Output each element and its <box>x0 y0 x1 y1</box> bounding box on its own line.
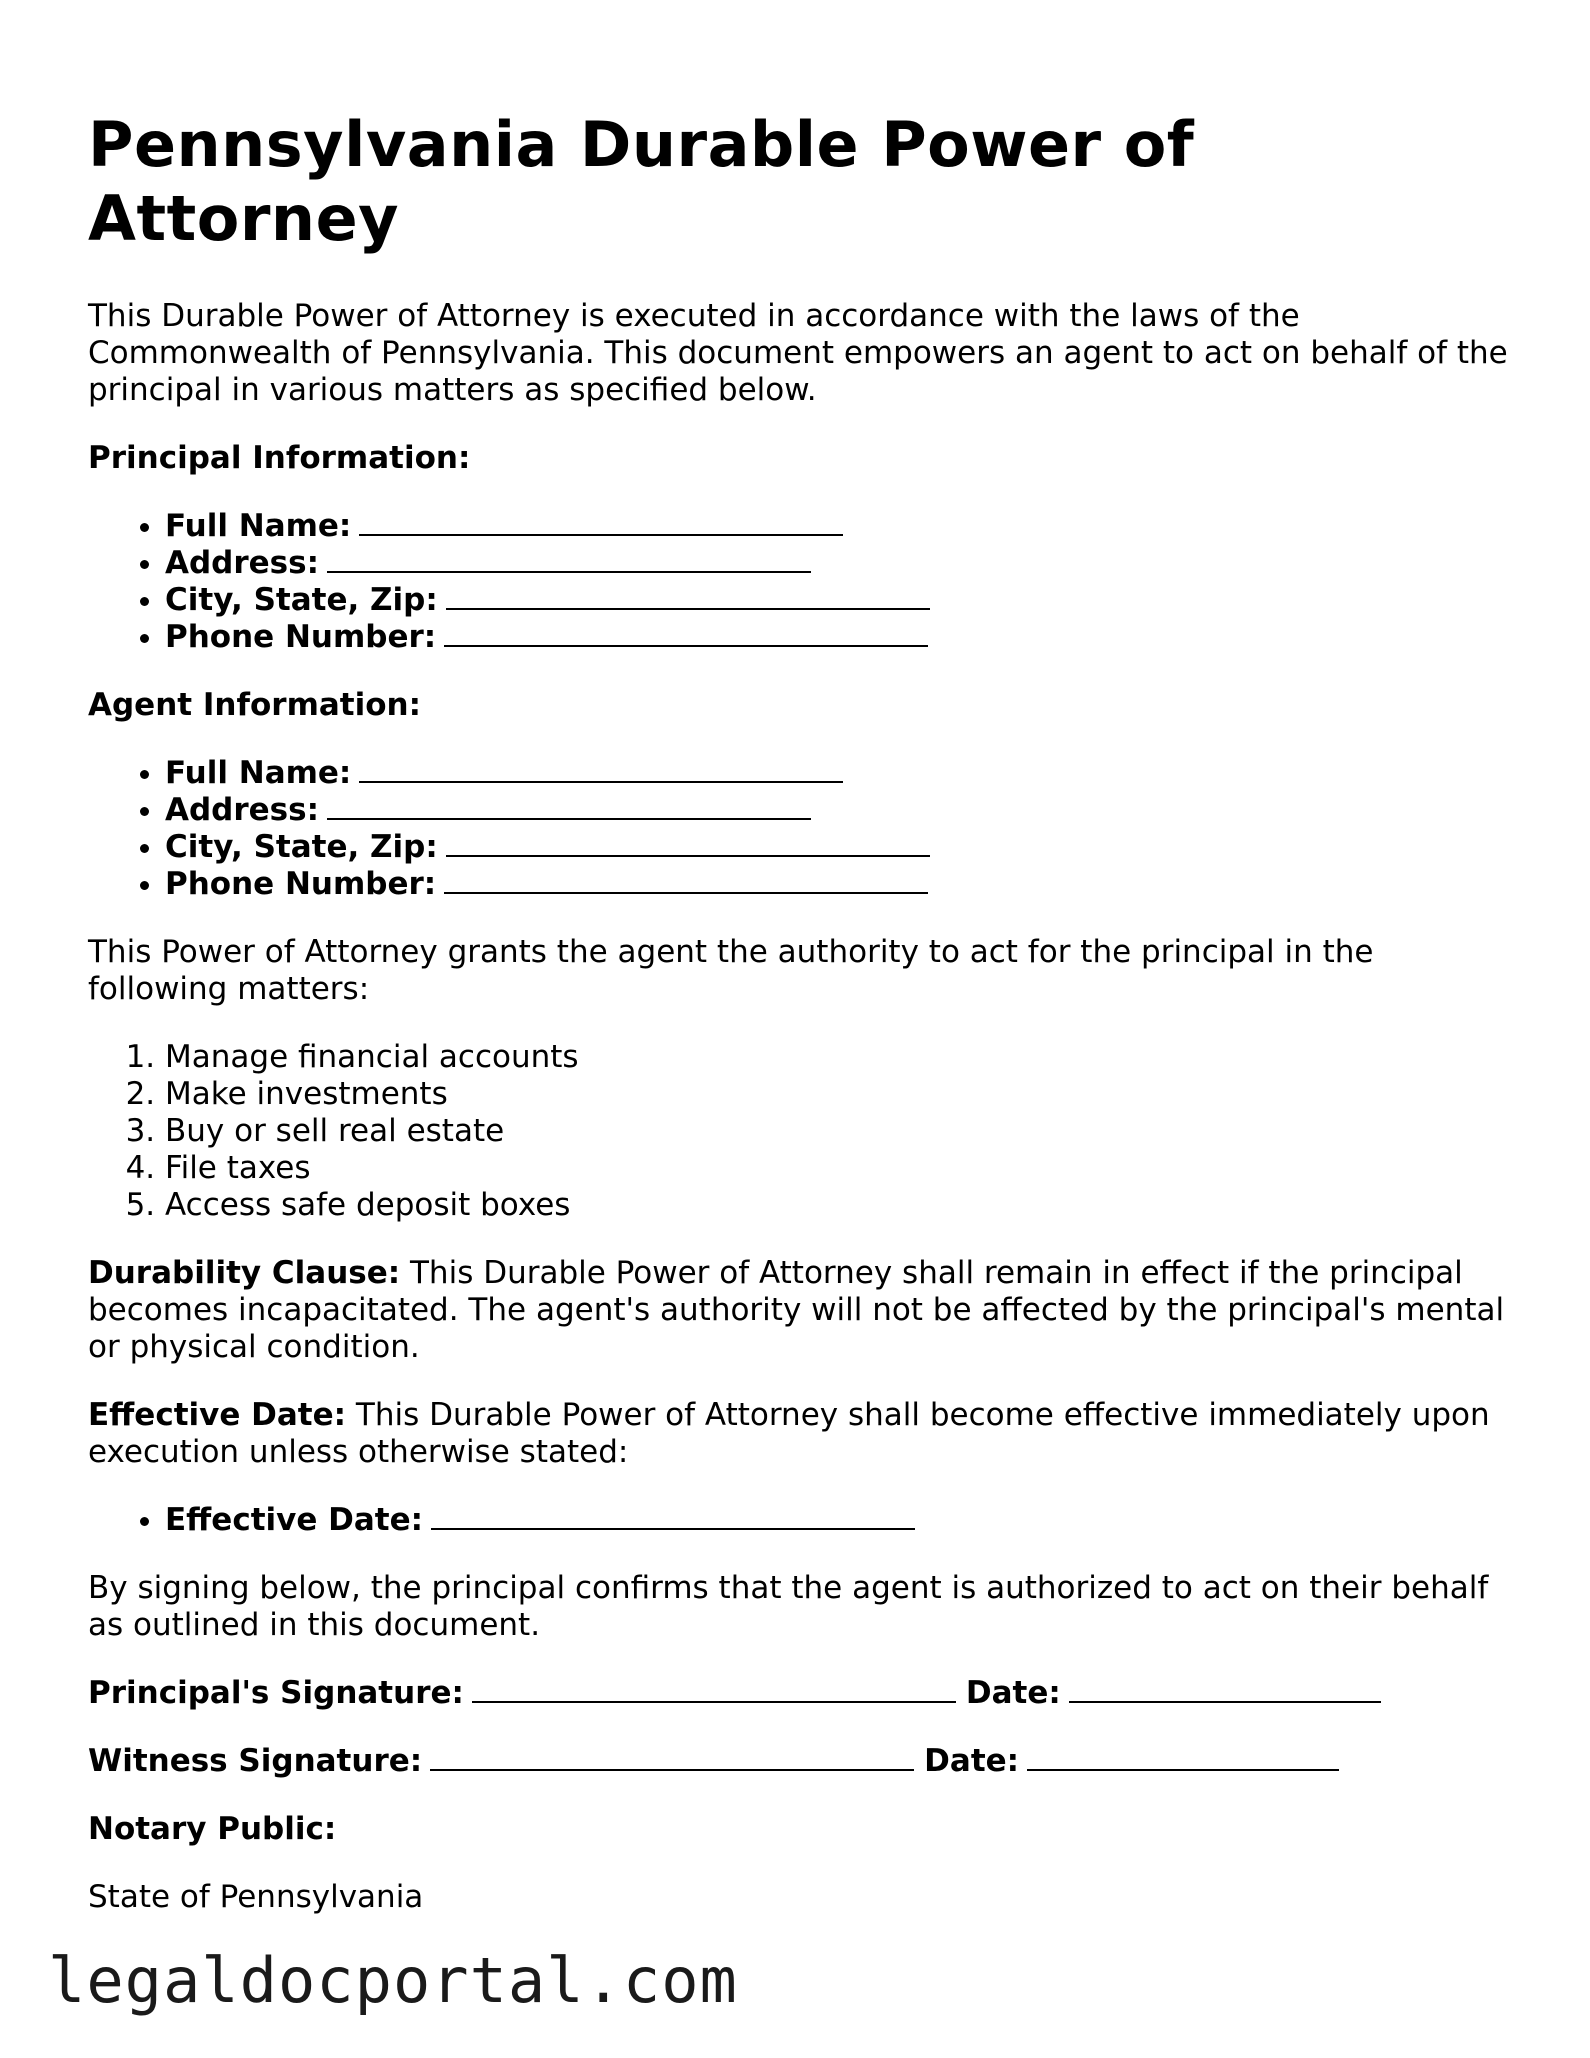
list-item: 1. Manage financial accounts <box>165 1039 1508 1076</box>
field-label: Full Name: <box>165 508 352 544</box>
agent-full-name-field <box>165 755 1508 792</box>
agent-city-state-zip-field <box>165 829 1508 866</box>
date-label: Date: <box>965 1675 1061 1711</box>
intro-paragraph: This Durable Power of Attorney is executed in accordance with the laws of the Commonwealth of Pennsylvania. This document empowers an agent to act on behalf of the principal in various matters as specified below. <box>88 298 1508 408</box>
effective-date-field <box>165 1502 1508 1539</box>
field-label: Phone Number: <box>165 866 437 902</box>
principal-heading: Principal Information: <box>88 440 471 476</box>
list-item: 4. File taxes <box>165 1150 1508 1187</box>
principal-address-field <box>165 545 1508 582</box>
fill-line[interactable] <box>327 545 811 573</box>
signature-fill-line[interactable] <box>430 1743 914 1771</box>
fill-line[interactable] <box>359 755 843 783</box>
effective-date-clause <box>88 1397 1508 1471</box>
document-title: Pennsylvania Durable Power of Attorney <box>88 108 1195 255</box>
list-item: 2. Make investments <box>165 1076 1508 1113</box>
witness-signature-label: Witness Signature: <box>88 1743 423 1779</box>
agent-fields <box>88 755 1508 903</box>
durability-text: This Durable Power of Attorney shall remain in effect if the principal becomes incapacitated. The agent's authority will not be affected by the principal's mental or physical condition. <box>88 1255 1505 1365</box>
field-label: Address: <box>165 792 319 828</box>
matters-list <box>88 1039 1508 1224</box>
list-item: 5. Access safe deposit boxes <box>165 1187 1508 1224</box>
field-label: City, State, Zip: <box>165 582 438 618</box>
fill-line[interactable] <box>431 1502 915 1530</box>
date-fill-line[interactable] <box>1069 1675 1381 1703</box>
agent-phone-field <box>165 866 1508 903</box>
signature-fill-line[interactable] <box>472 1675 956 1703</box>
effective-label: Effective Date: <box>88 1397 347 1433</box>
durability-label: Durability Clause: <box>88 1255 401 1291</box>
principal-fields <box>88 508 1508 656</box>
agent-heading: Agent Information: <box>88 687 421 723</box>
principal-city-state-zip-field <box>165 582 1508 619</box>
fill-line[interactable] <box>446 582 930 610</box>
principal-phone-field <box>165 619 1508 656</box>
field-label: Full Name: <box>165 755 352 791</box>
field-label: Phone Number: <box>165 619 437 655</box>
notary-heading: Notary Public: <box>88 1811 337 1847</box>
field-label: Effective Date: <box>165 1502 424 1538</box>
confirmation-paragraph: By signing below, the principal confirms that the agent is authorized to act on their behalf as outlined in this document. <box>88 1570 1489 1643</box>
list-item: 3. Buy or sell real estate <box>165 1113 1508 1150</box>
document-page <box>88 108 1508 1947</box>
fill-line[interactable] <box>444 619 928 647</box>
date-label: Date: <box>924 1743 1020 1779</box>
effective-fields <box>88 1502 1508 1539</box>
field-label: Address: <box>165 545 319 581</box>
fill-line[interactable] <box>327 792 811 820</box>
principal-full-name-field <box>165 508 1508 545</box>
witness-signature-line <box>88 1743 1508 1780</box>
notary-state: State of Pennsylvania <box>88 1879 424 1915</box>
principal-signature-line <box>88 1675 1508 1712</box>
fill-line[interactable] <box>444 866 928 894</box>
effective-text: This Durable Power of Attorney shall become effective immediately upon execution unless otherwise stated: <box>88 1397 1490 1470</box>
date-fill-line[interactable] <box>1027 1743 1339 1771</box>
principal-signature-label: Principal's Signature: <box>88 1675 464 1711</box>
watermark: legaldocportal.com <box>48 1944 738 2017</box>
agent-address-field <box>165 792 1508 829</box>
fill-line[interactable] <box>359 508 843 536</box>
fill-line[interactable] <box>446 829 930 857</box>
field-label: City, State, Zip: <box>165 829 438 865</box>
durability-clause <box>88 1255 1508 1366</box>
authority-paragraph: This Power of Attorney grants the agent the authority to act for the principal in the following matters: <box>88 934 1374 1007</box>
